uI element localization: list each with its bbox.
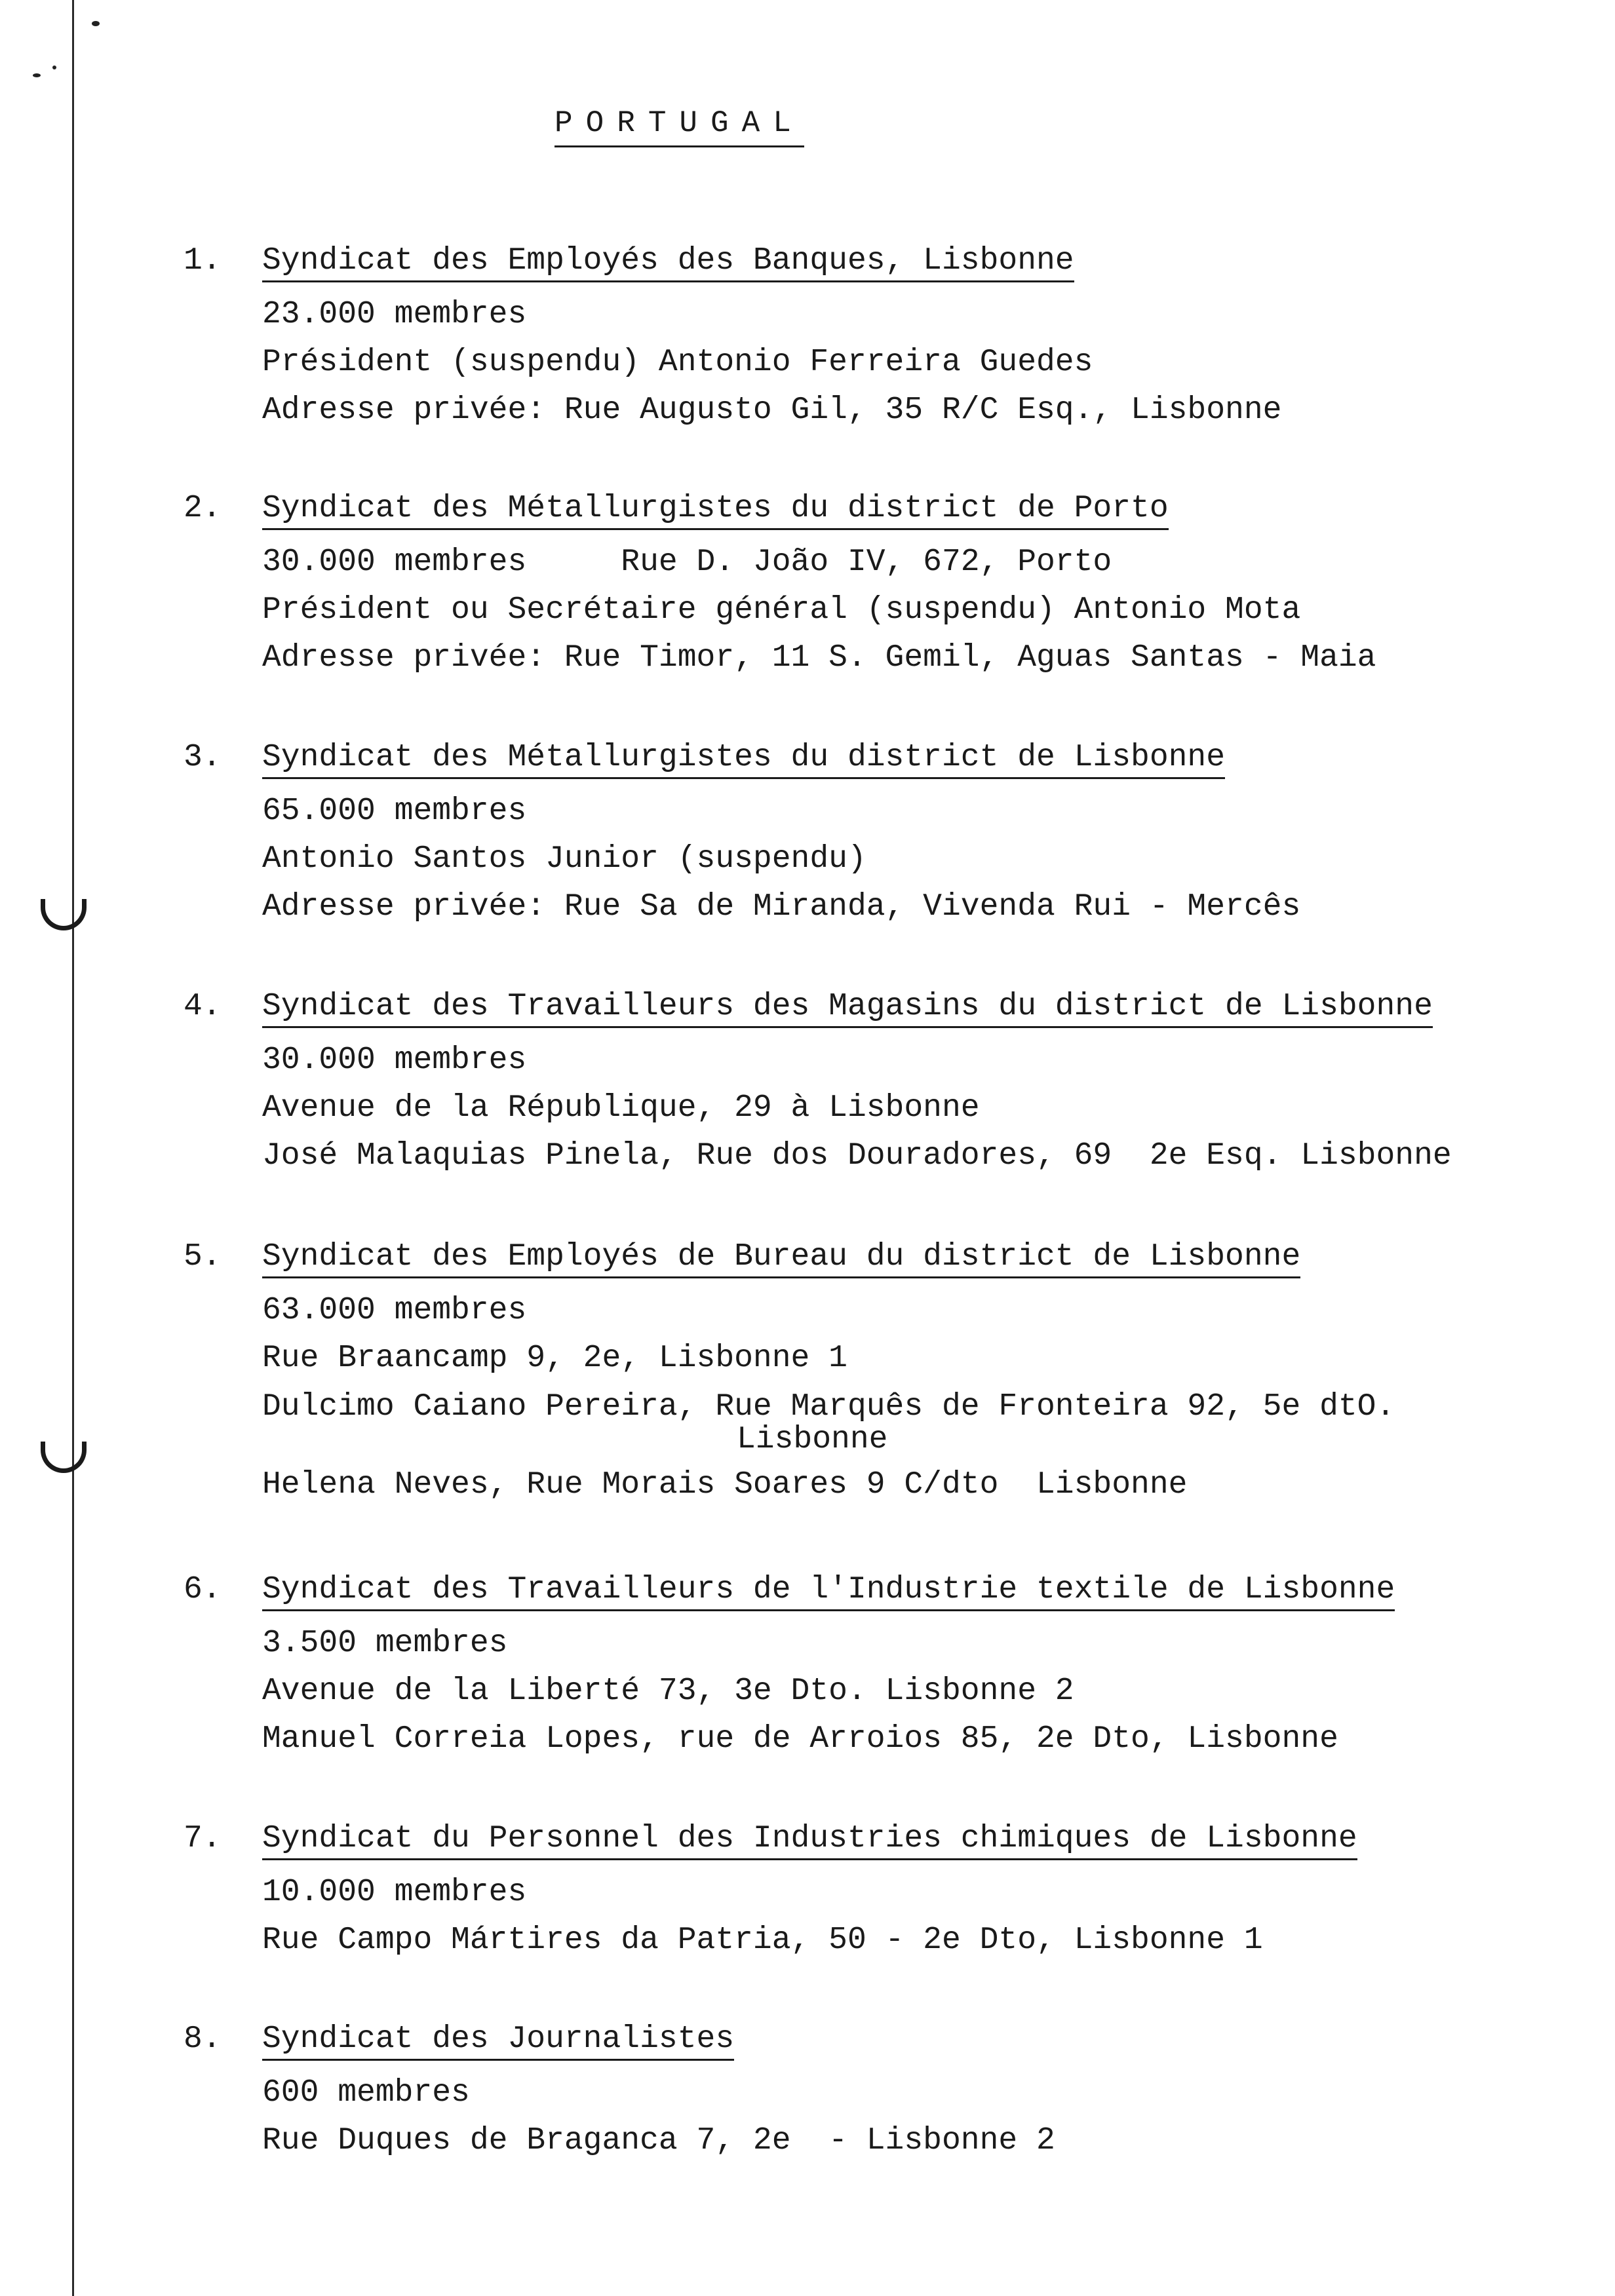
punch-hole-mark <box>41 1442 87 1473</box>
entry-line: Avenue de la Liberté 73, 3e Dto. Lisbonne 2 <box>262 1674 1074 1709</box>
entry-number: 8. <box>184 2021 222 2057</box>
entry-line: 600 membres <box>262 2075 470 2111</box>
entry-line: Rue Braancamp 9, 2e, Lisbonne 1 <box>262 1341 847 1376</box>
entry-line: 30.000 membres <box>262 1043 527 1078</box>
union-name: Syndicat des Employés de Bureau du district de Lisbonne <box>262 1237 1300 1278</box>
entry-line: 65.000 membres <box>262 794 527 829</box>
union-name: Syndicat des Travailleurs de l'Industrie textile de Lisbonne <box>262 1570 1395 1611</box>
entry-line: 63.000 membres <box>262 1293 527 1328</box>
entry-line: 30.000 membres Rue D. João IV, 672, Porto <box>262 545 1112 580</box>
entry-line: Président (suspendu) Antonio Ferreira Guedes <box>262 345 1093 380</box>
entry-line: Adresse privée: Rue Augusto Gil, 35 R/C Esq., Lisbonne <box>262 392 1282 428</box>
union-name: Syndicat des Employés des Banques, Lisbonne <box>262 241 1074 282</box>
entry-line: Rue Campo Mártires da Patria, 50 - 2e Dto, Lisbonne 1 <box>262 1923 1263 1958</box>
entry-number: 6. <box>184 1572 222 1607</box>
entry-number: 3. <box>184 740 222 775</box>
entry-number: 5. <box>184 1239 222 1274</box>
union-name: Syndicat des Métallurgistes du district de Porto <box>262 489 1169 530</box>
entry-line: 3.500 membres <box>262 1626 508 1661</box>
entry-line: 23.000 membres <box>262 297 527 332</box>
entry-line: Adresse privée: Rue Sa de Miranda, Vivenda Rui - Mercês <box>262 889 1301 925</box>
punch-hole-mark <box>41 899 87 930</box>
entry-line: Lisbonne <box>737 1422 888 1457</box>
scan-speck <box>52 66 56 69</box>
union-name: Syndicat des Travailleurs des Magasins du district de Lisbonne <box>262 987 1433 1028</box>
entry-line: 10.000 membres <box>262 1875 527 1910</box>
entry-line: Président ou Secrétaire général (suspendu) Antonio Mota <box>262 592 1301 628</box>
entry-number: 1. <box>184 243 222 278</box>
page-title: PORTUGAL <box>555 106 804 147</box>
entry-line: Dulcimo Caiano Pereira, Rue Marquês de Fronteira 92, 5e dtO. <box>262 1389 1395 1425</box>
entry-number: 7. <box>184 1821 222 1856</box>
entry-line: Adresse privée: Rue Timor, 11 S. Gemil, Aguas Santas - Maia <box>262 640 1376 676</box>
scan-speck <box>92 21 100 26</box>
entry-line: Manuel Correia Lopes, rue de Arroios 85, 2e Dto, Lisbonne <box>262 1721 1338 1757</box>
entry-line: José Malaquias Pinela, Rue dos Douradores, 69 2e Esq. Lisbonne <box>262 1138 1452 1174</box>
entry-number: 4. <box>184 989 222 1024</box>
union-name: Syndicat des Métallurgistes du district de Lisbonne <box>262 738 1225 779</box>
entry-number: 2. <box>184 491 222 526</box>
entry-line: Helena Neves, Rue Morais Soares 9 C/dto Lisbonne <box>262 1467 1188 1502</box>
scan-speck <box>33 73 41 77</box>
left-margin-line <box>72 0 74 2296</box>
union-name: Syndicat du Personnel des Industries chimiques de Lisbonne <box>262 1819 1357 1860</box>
entry-line: Antonio Santos Junior (suspendu) <box>262 841 866 877</box>
entry-line: Rue Duques de Braganca 7, 2e - Lisbonne 2 <box>262 2123 1055 2158</box>
entry-line: Avenue de la République, 29 à Lisbonne <box>262 1090 980 1126</box>
union-name: Syndicat des Journalistes <box>262 2019 734 2061</box>
